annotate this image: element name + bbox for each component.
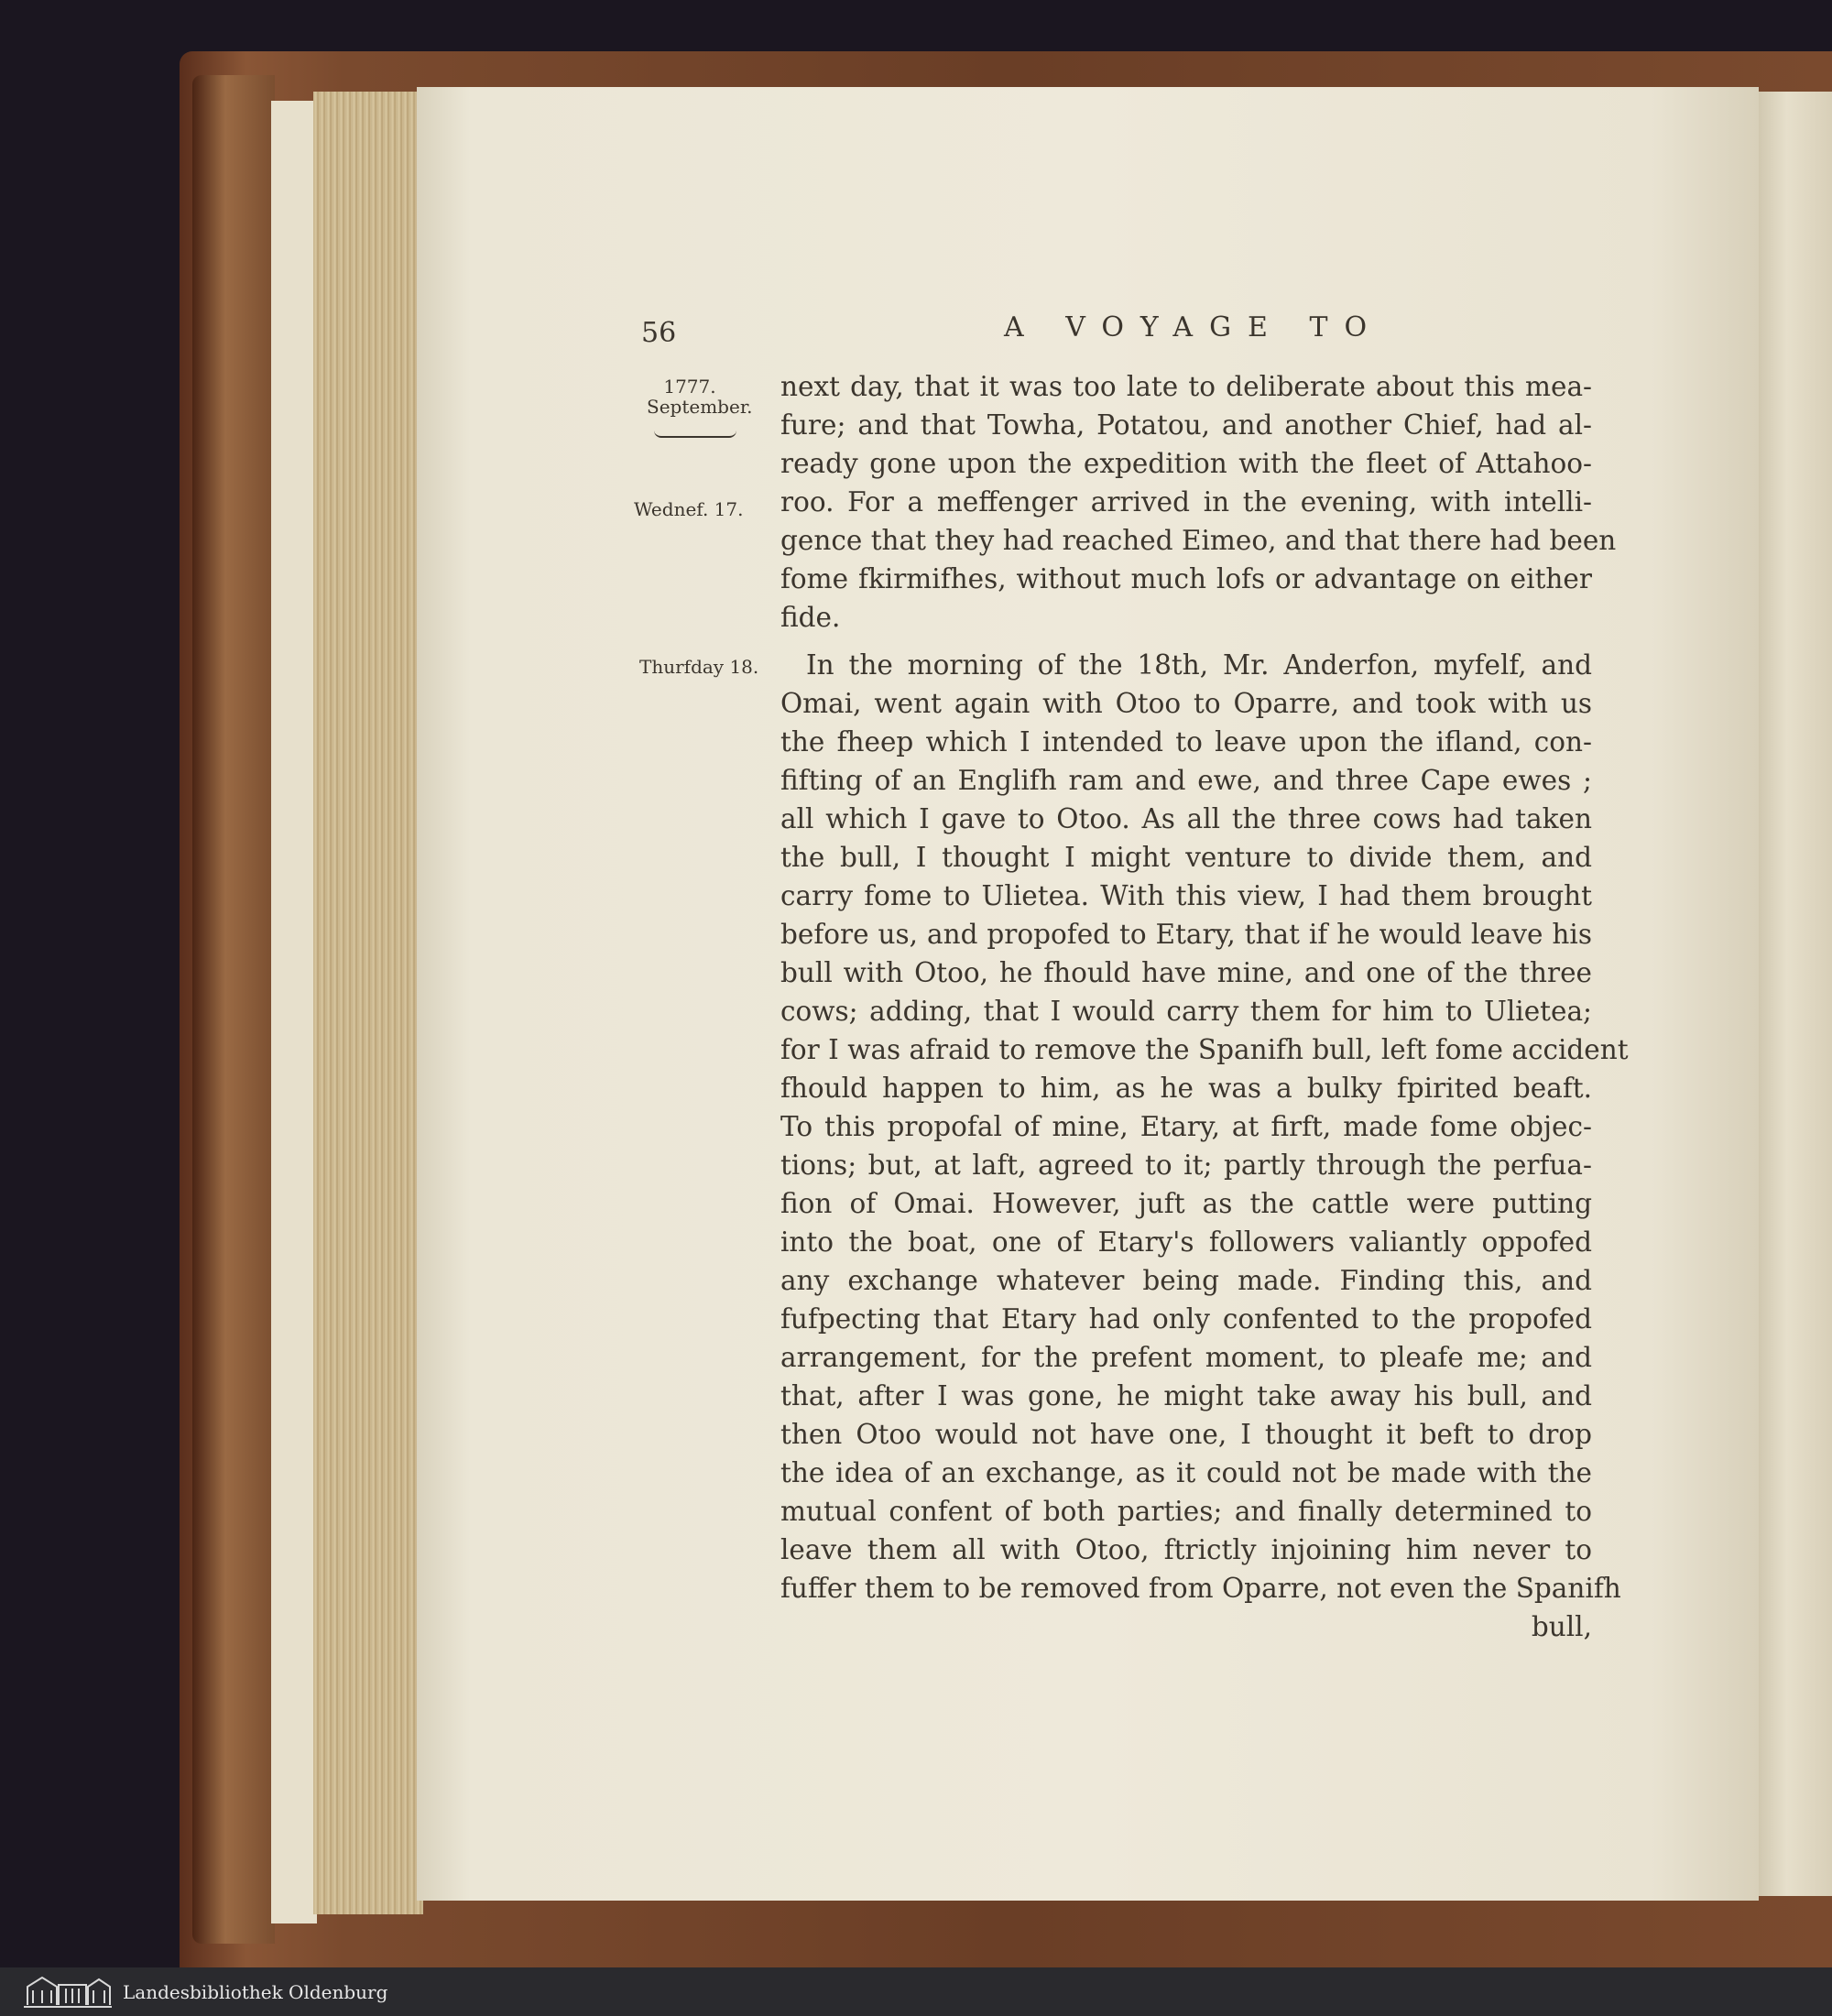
text-line: the bull, I thought I might venture to divide them, and: [780, 842, 1592, 873]
text-line: arrangement, for the prefent moment, to pleafe me; and: [780, 1342, 1592, 1373]
text-line: roo. For a meffenger arrived in the evening, with intelli-: [780, 486, 1592, 518]
page-number: 56: [641, 317, 677, 349]
page-stack: [313, 92, 423, 1914]
running-head: A VOYAGE TO: [1004, 311, 1384, 343]
text-line: fion of Omai. However, juft as the cattle were putting: [780, 1188, 1592, 1219]
text-line: for I was afraid to remove the Spanifh bull, left fome accident: [780, 1034, 1629, 1065]
cover-edge: [192, 75, 275, 1944]
text-line: fifting of an Englifh ram and ewe, and three Cape ewes ;: [780, 765, 1592, 796]
text-line: mutual confent of both parties; and finally determined to: [780, 1496, 1592, 1527]
inner-board: [271, 101, 317, 1923]
text-line: any exchange whatever being made. Finding this, and: [780, 1265, 1592, 1296]
text-line: To this propofal of mine, Etary, at firft, made fome objec-: [780, 1111, 1592, 1142]
text-line: fome fkirmifhes, without much lofs or advantage on either: [780, 563, 1592, 594]
text-line: gence that they had reached Eimeo, and that there had been: [780, 525, 1617, 556]
margin-brace: [654, 430, 736, 438]
text-line: then Otoo would not have one, I thought it beft to drop: [780, 1419, 1592, 1450]
margin-note-wednesday: Wednef. 17.: [634, 498, 744, 520]
margin-year: 1777.: [663, 376, 716, 398]
text-line: fuffer them to be removed from Oparre, not even the Spanifh: [780, 1573, 1621, 1604]
text-line: fufpecting that Etary had only confented to the propofed: [780, 1303, 1592, 1335]
text-line: In the morning of the 18th, Mr. Anderfon, myfelf, and: [806, 649, 1592, 681]
text-line: tions; but, at laft, agreed to it; partly through the perfua-: [780, 1150, 1592, 1181]
text-line: ready gone upon the expedition with the fleet of Attahoo-: [780, 448, 1592, 479]
text-line: the idea of an exchange, as it could not be made with the: [780, 1457, 1592, 1488]
text-line: fide.: [780, 602, 841, 633]
text-line: fure; and that Towha, Potatou, and another Chief, had al-: [780, 409, 1592, 441]
text-line: fhould happen to him, as he was a bulky fpirited beaft.: [780, 1073, 1592, 1104]
text-line: leave them all with Otoo, ftrictly injoining him never to: [780, 1534, 1592, 1565]
text-line: bull with Otoo, he fhould have mine, and one of the three: [780, 957, 1592, 988]
right-leaf: [1757, 92, 1832, 1896]
text-line: cows; adding, that I would carry them for him to Ulietea;: [780, 996, 1592, 1027]
library-building-icon: [22, 1972, 114, 2011]
text-line: Omai, went again with Otoo to Oparre, and took with us: [780, 688, 1592, 719]
text-line: that, after I was gone, he might take away his bull, and: [780, 1380, 1592, 1411]
catchword: bull,: [1531, 1611, 1592, 1642]
text-line: all which I gave to Otoo. As all the three cows had taken: [780, 803, 1592, 834]
margin-note-thursday: Thurfday 18.: [639, 656, 759, 678]
margin-month: September.: [647, 396, 753, 418]
text-line: next day, that it was too late to deliberate about this mea-: [780, 371, 1592, 402]
text-line: carry fome to Ulietea. With this view, I had them brought: [780, 880, 1592, 911]
text-line: the fheep which I intended to leave upon the ifland, con-: [780, 726, 1592, 757]
text-line: before us, and propofed to Etary, that if he would leave his: [780, 919, 1592, 950]
text-line: into the boat, one of Etary's followers valiantly oppofed: [780, 1226, 1592, 1258]
footer-institution: Landesbibliothek Oldenburg: [123, 1981, 388, 2003]
